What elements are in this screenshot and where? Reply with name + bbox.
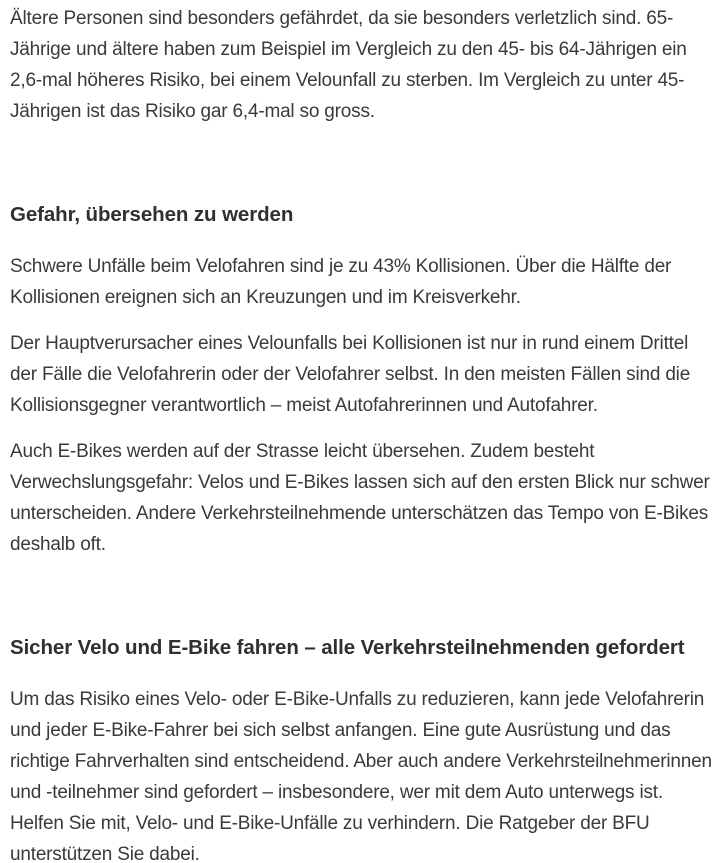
paragraph-main-cause: Der Hauptverursacher eines Velounfalls bei Kollisionen ist nur in rund einem Drittel der Fälle die Velofahrerin oder der Velofahrer selbst. In den meisten Fällen sind die Kollisionsgegner verantwortlich – meist Autofahrerinnen und Autofahrer. [10,333,691,416]
paragraph-reduce-risk: Um das Risiko eines Velo- oder E-Bike-Unfalls zu reduzieren, kann jede Velofahrerin und jeder E-Bike-Fahrer bei sich selbst anfangen. Eine gute Ausrüstung und das richtige Fahrverhalten sind entscheidend. Aber auch andere Verkehrsteilnehmerinnen und -teilnehmer sind gefordert – insbesondere, wer mit dem Auto unterwegs ist. Helfen Sie mit, Velo- und E-Bike-Unfälle zu verhindern. Die Ratgeber der BFU unterstützen Sie dabei. [10,689,712,863]
section-heading-gefahr-uebersehen: Gefahr, übersehen zu werden [10,203,294,226]
paragraph-ebike-overlooked: Auch E-Bikes werden auf der Strasse leicht übersehen. Zudem besteht Verwechslungsgefahr: Velos und E-Bikes lassen sich auf den ersten Blick nur schwer unterscheiden. Andere Verkehrsteilnehmende unterschätzen das Tempo von E-Bikes deshalb oft. [10,441,710,555]
paragraph-risk-older-persons: Ältere Personen sind besonders gefährdet, da sie besonders verletzlich sind. 65-Jährige und ältere haben zum Beispiel im Vergleich zu den 45- bis 64-Jährigen ein 2,6-mal höheres Risiko, bei einem Velounfall zu sterben. Im Vergleich zu unter 45-Jährigen ist das Risiko gar 6,4-mal so gross. [10,8,687,122]
section-heading-sicher-fahren: Sicher Velo und E-Bike fahren – alle Verkehrsteilnehmenden gefordert [10,636,685,659]
paragraph-collisions-share: Schwere Unfälle beim Velofahren sind je zu 43% Kollisionen. Über die Hälfte der Kollisionen ereignen sich an Kreuzungen und im Kreisverkehr. [10,256,672,308]
